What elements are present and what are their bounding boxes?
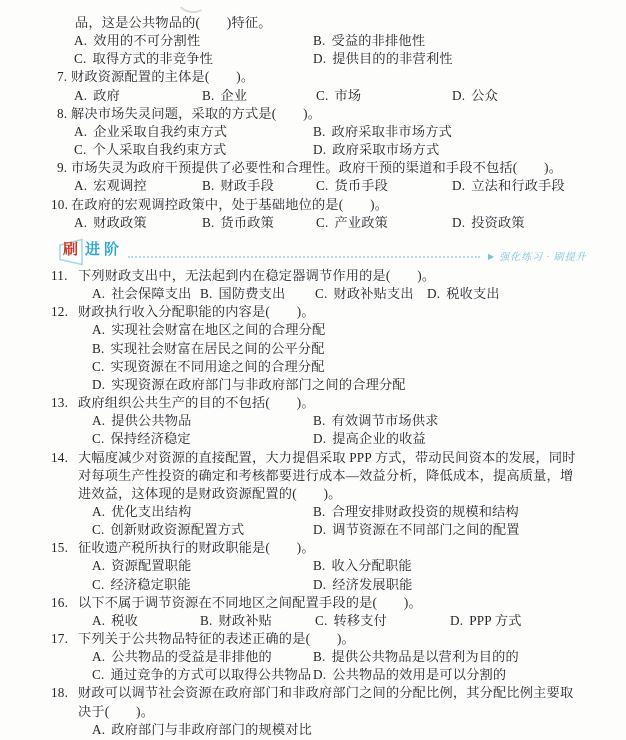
- option-label: C.: [316, 178, 329, 194]
- option-text: 个人采取自我约束方式: [92, 142, 227, 158]
- option-label: B.: [313, 503, 326, 519]
- scan-artifact: [176, 0, 209, 15]
- option-text: 货币政策: [220, 214, 275, 230]
- option-label: D.: [313, 667, 327, 683]
- option: [452, 88, 498, 103]
- option: [74, 142, 226, 157]
- option-text: 实现社会财富在地区之间的合理分配: [111, 322, 326, 338]
- option-text: 提供目的的非营利性: [332, 51, 453, 67]
- option-label: A.: [92, 612, 106, 628]
- option-text: 政府: [93, 87, 121, 103]
- option: [92, 413, 192, 428]
- dotted-divider: [128, 242, 480, 258]
- option-label: B.: [202, 214, 215, 230]
- option-text: 政府采取非市场方式: [331, 123, 452, 139]
- option-label: D.: [313, 576, 327, 592]
- option: [313, 558, 412, 573]
- question-number: 9.: [57, 160, 68, 176]
- option: [74, 51, 213, 66]
- option: [74, 33, 200, 48]
- option-text: 财政手段: [220, 178, 275, 194]
- option: [92, 722, 312, 737]
- option-label: B.: [200, 612, 213, 628]
- question-number: 11.: [51, 268, 68, 283]
- option-label: A.: [74, 178, 88, 194]
- option: [92, 558, 192, 573]
- option: [313, 413, 439, 428]
- option-label: A.: [92, 413, 106, 429]
- option: [202, 215, 274, 230]
- option-text: 政府部门与非政府部门的规模对比: [111, 721, 313, 737]
- option-label: D.: [427, 286, 441, 302]
- question-text: 进效益，这体现的是财政资源配置的( )。: [78, 485, 342, 501]
- option-label: B.: [313, 33, 326, 49]
- option-label: B.: [313, 413, 326, 429]
- option-label: D.: [452, 214, 466, 230]
- option: [200, 286, 285, 301]
- option: [313, 504, 519, 519]
- option-label: C.: [92, 358, 105, 374]
- option-label: C.: [315, 612, 328, 628]
- option-text: 提供公共物品: [111, 413, 192, 429]
- option-label: B.: [202, 87, 215, 103]
- question-text: 征收遗产税所执行的财政职能是( )。: [78, 540, 315, 556]
- option: [202, 88, 247, 103]
- option: [452, 178, 565, 193]
- option-text: 投资政策: [471, 214, 525, 230]
- option-label: C.: [315, 286, 328, 302]
- option: [313, 51, 453, 66]
- option: [92, 667, 311, 682]
- option-text: 公共物品的效用是可以分割的: [332, 667, 507, 683]
- option-text: 税收: [111, 612, 139, 628]
- option: [452, 215, 525, 230]
- option-text: 实现资源在不同用途之间的合理分配: [110, 358, 325, 374]
- option: [316, 215, 388, 230]
- option-text: 公众: [471, 87, 499, 103]
- option: [92, 377, 406, 392]
- option-label: C.: [92, 576, 105, 592]
- option-label: B.: [92, 340, 105, 356]
- option-text: 创新财政资源配置方式: [110, 522, 245, 538]
- option-text: 转移支付: [333, 612, 388, 628]
- option: [313, 431, 426, 446]
- question-number: 17.: [51, 631, 69, 646]
- option: [313, 667, 506, 682]
- option-label: B.: [202, 178, 215, 194]
- option-label: B.: [200, 286, 213, 302]
- question-text: 对每项生产性投资的确定和考核都要进行成本—效益分析，降低成本，提高质量，增: [78, 467, 574, 483]
- question-text: 品，这是公共物品的( )特征。: [75, 15, 272, 30]
- option-label: A.: [92, 649, 106, 665]
- option-label: D.: [313, 51, 327, 67]
- option-label: A.: [74, 123, 88, 139]
- option-label: A.: [74, 214, 88, 230]
- option: [313, 522, 520, 537]
- option-label: A.: [92, 322, 106, 338]
- option-text: 效用的不可分割性: [93, 33, 201, 49]
- option-text: 通过竞争的方式可以取得公共物品: [110, 667, 312, 683]
- option-text: 取得方式的非竞争性: [92, 51, 213, 67]
- option-label: D.: [313, 522, 327, 538]
- question-number: 8.: [57, 105, 68, 121]
- option-text: 资源配置职能: [111, 558, 192, 574]
- option-label: D.: [452, 87, 466, 103]
- option-text: 国防费支出: [218, 286, 286, 302]
- option-label: D.: [313, 431, 327, 447]
- option-label: B.: [313, 123, 326, 139]
- option-text: 提高企业的收益: [332, 431, 426, 447]
- option-label: A.: [92, 503, 106, 519]
- option-label: A.: [92, 721, 106, 737]
- option: [316, 88, 361, 103]
- question-number: 13.: [51, 395, 69, 410]
- option-text: 调节资源在不同部门之间的配置: [332, 522, 520, 538]
- section-tagline: [488, 249, 587, 265]
- option-text: 宏观调控: [93, 178, 147, 194]
- option-label: C.: [316, 87, 329, 103]
- option-text: 实现资源在政府部门与非政府部门之间的合理分配: [111, 376, 406, 392]
- option-label: D.: [450, 612, 464, 628]
- option: [313, 124, 452, 139]
- option: [92, 613, 138, 628]
- option-text: 企业采取自我约束方式: [93, 123, 228, 139]
- option-text: 合理安排财政投资的规模和结构: [331, 503, 519, 519]
- option-text: 优化支出结构: [111, 503, 192, 519]
- option-text: 产业政策: [334, 214, 389, 230]
- option-label: C.: [92, 522, 105, 538]
- option-text: PPP 方式: [469, 612, 522, 628]
- option: [313, 649, 519, 664]
- question-number: 7.: [57, 69, 68, 85]
- question-number: 14.: [51, 449, 69, 465]
- question-text: 大幅度减少对资源的直接配置，大力提倡采取 PPP 方式，带动民间资本的发展，同时: [78, 449, 576, 465]
- option: [74, 88, 120, 103]
- option: [200, 613, 272, 628]
- option: [92, 504, 192, 519]
- option: [92, 286, 192, 301]
- option-label: D.: [313, 142, 327, 158]
- option-label: A.: [92, 558, 106, 574]
- option-label: C.: [74, 142, 87, 158]
- question-text: 财政执行收入分配职能的内容是( )。: [78, 304, 315, 320]
- option-text: 企业: [220, 87, 248, 103]
- option-label: C.: [74, 51, 87, 67]
- option: [450, 613, 522, 628]
- option-label: A.: [92, 286, 106, 302]
- question-text: 政府组织公共生产的目的不包括( )。: [78, 395, 315, 410]
- option: [74, 215, 147, 230]
- option: [92, 431, 191, 446]
- option: [92, 649, 272, 664]
- option-label: A.: [74, 33, 88, 49]
- option-text: 财政补贴: [218, 612, 273, 628]
- option: [202, 178, 274, 193]
- option: [92, 359, 325, 374]
- question-text: 解决市场失灵问题，采取的方式是( )。: [71, 105, 322, 121]
- question-number: 16.: [51, 594, 69, 610]
- option: [74, 124, 227, 139]
- option-text: 立法和行政手段: [471, 178, 565, 194]
- option: [92, 522, 244, 537]
- option-text: 有效调节市场供求: [331, 413, 439, 429]
- option-text: 收入分配职能: [331, 558, 412, 574]
- option: [315, 613, 387, 628]
- option-text: 公共物品的受益是非排他的: [111, 649, 272, 665]
- option-label: C.: [92, 667, 105, 683]
- option: [92, 577, 191, 592]
- option-text: 税收支出: [446, 286, 500, 302]
- section-title-text: 进阶: [85, 241, 124, 258]
- section-tagline-text: 强化练习 · 刷提升: [499, 252, 587, 263]
- question-text: 在政府的宏观调控政策中，处于基础地位的是( )。: [71, 196, 389, 212]
- triangle-icon: ▶: [488, 252, 496, 261]
- option-text: 市场: [334, 87, 362, 103]
- option-text: 货币手段: [334, 178, 389, 194]
- option: [315, 286, 414, 301]
- question-text: 财政资源配置的主体是( )。: [71, 69, 255, 85]
- option: [313, 142, 439, 157]
- option-label: B.: [313, 649, 326, 665]
- option: [313, 577, 413, 592]
- option-label: A.: [74, 87, 88, 103]
- option-text: 财政补贴支出: [333, 286, 414, 302]
- option-text: 经济稳定职能: [110, 576, 191, 592]
- option-label: D.: [452, 178, 466, 194]
- option: [316, 178, 388, 193]
- option: [74, 178, 147, 193]
- option-text: 提供公共物品是以营利为目的的: [331, 649, 519, 665]
- option-text: 财政政策: [93, 214, 147, 230]
- option-label: D.: [92, 376, 106, 392]
- option: [427, 286, 500, 301]
- question-text: 下列关于公共物品特征的表述正确的是( )。: [78, 631, 355, 646]
- option-text: 社会保障支出: [111, 286, 192, 302]
- option-label: C.: [92, 431, 105, 447]
- option-label: B.: [313, 558, 326, 574]
- question-number: 15.: [51, 540, 69, 556]
- question-text: 以下不属于调节资源在不同地区之间配置手段的是( )。: [78, 594, 422, 610]
- question-text: 市场失灵为政府干预提供了必要性和合理性。政府干预的渠道和手段不包括( )。: [71, 160, 563, 176]
- option-text: 政府采取市场方式: [332, 142, 440, 158]
- option: [92, 322, 325, 337]
- option-text: 经济发展职能: [332, 576, 413, 592]
- question-text: 决于( )。: [78, 703, 155, 719]
- option-text: 受益的非排他性: [331, 33, 426, 49]
- option: [313, 33, 425, 48]
- question-number: 10.: [51, 196, 69, 212]
- option-label: C.: [316, 214, 329, 230]
- question-text: 下列财政支出中，无法起到内在稳定器调节作用的是( )。: [78, 268, 436, 283]
- option-text: 保持经济稳定: [110, 431, 191, 447]
- section-title-brush: 刷: [63, 241, 79, 258]
- option-text: 实现社会财富在居民之间的公平分配: [110, 340, 325, 356]
- question-text: 财政可以调节社会资源在政府部门和非政府部门之间的分配比例，其分配比例主要取: [78, 685, 574, 701]
- option: [92, 341, 325, 356]
- question-number: 12.: [51, 304, 69, 320]
- question-number: 18.: [51, 685, 69, 701]
